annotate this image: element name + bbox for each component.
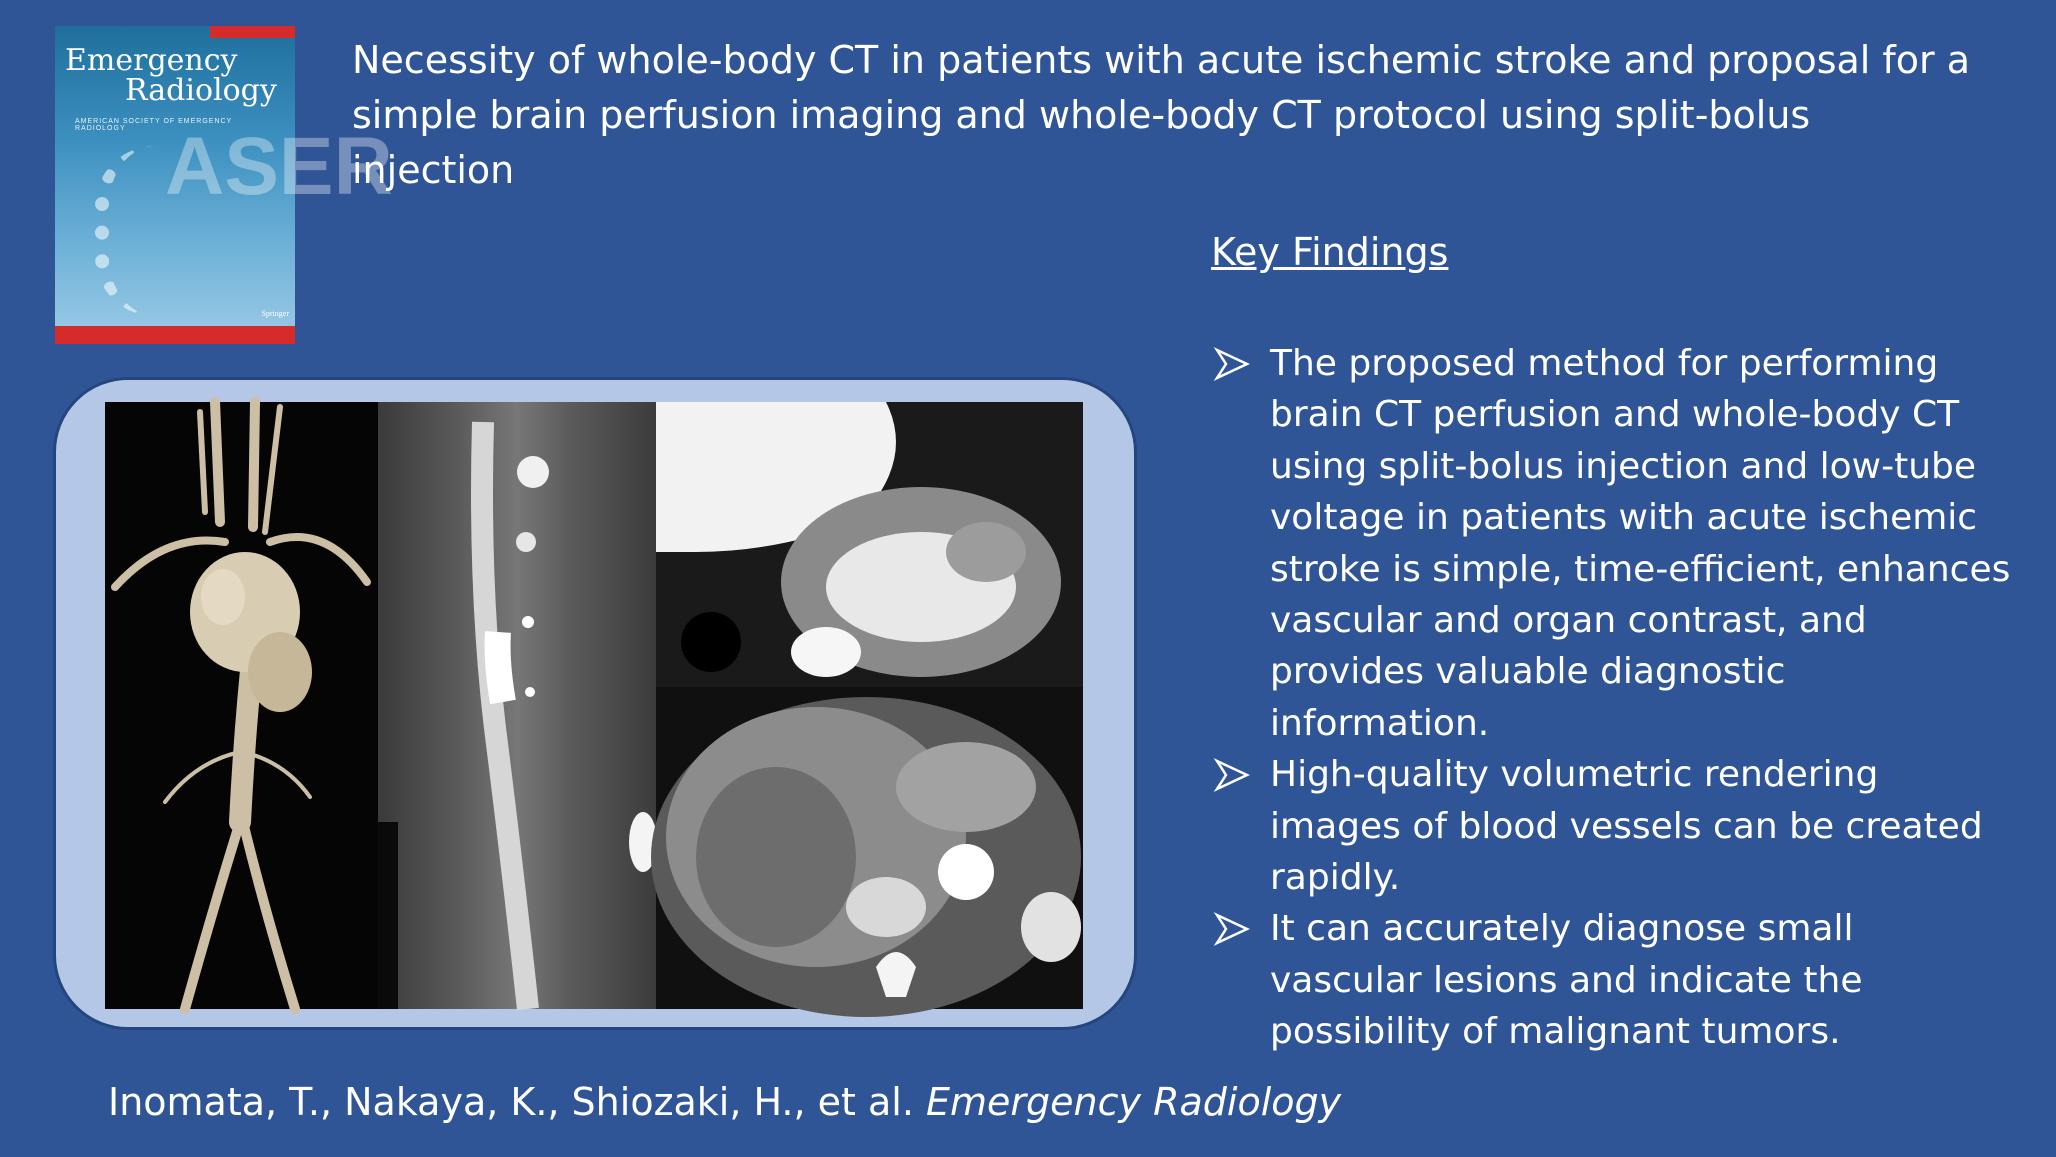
finding-text: The proposed method for performing brain CT perfusion and whole-body CT using split-bolus injection and low-tube voltage in patients with acute ischemic stroke is simple, time-efficient, enhances vascular and organ contrast, and provides valuable diagnostic information. (1270, 343, 2011, 744)
finding-item (1214, 903, 2014, 1057)
arrow-bullet-icon (1214, 757, 1250, 793)
citation-authors: Inomata, T., Nakaya, K., Shiozaki, H., et al. (108, 1080, 927, 1124)
cover-title-line1: Emergency (65, 43, 238, 78)
abdominal-ct-image (656, 687, 1083, 1009)
key-findings-list (1214, 338, 2014, 1058)
neck-ct-illustration (378, 402, 656, 1009)
citation (108, 1077, 1341, 1127)
finding-text: It can accurately diagnose small vascular lesions and indicate the possibility of malignant tumors. (1270, 908, 1863, 1053)
liver-ct-illustration (656, 687, 1083, 1009)
key-findings-heading: Key Findings (1211, 230, 1449, 274)
heart-ct-illustration (656, 402, 1083, 687)
citation-journal: Emergency Radiology (926, 1080, 1342, 1124)
cover-subtitle: AMERICAN SOCIETY OF EMERGENCY RADIOLOGY (75, 118, 233, 132)
finding-item (1214, 338, 2014, 749)
arrow-bullet-icon (1214, 346, 1250, 382)
aorta-illustration (105, 402, 378, 1009)
arrow-bullet-icon (1214, 911, 1250, 947)
cover-title-line2: Radiology (125, 73, 277, 108)
cover-title (65, 43, 290, 108)
volume-rendered-aorta-image (105, 402, 378, 1009)
finding-item (1214, 749, 2014, 903)
cover-red-bar (210, 26, 295, 38)
cover-red-footer (55, 326, 295, 344)
cover-publisher: Springer (261, 309, 289, 318)
journal-cover (55, 26, 393, 344)
cardiac-ct-image (656, 402, 1083, 687)
coronal-neck-ct-image (378, 402, 656, 1009)
paper-title: Necessity of whole-body CT in patients with acute ischemic stroke and proposal for a simple brain perfusion imaging and whole-body CT protocol using split-bolus injection (352, 38, 1971, 192)
cover-big-letters: ASER (165, 121, 393, 212)
finding-text: High-quality volumetric rendering images of blood vessels can be created rapidly. (1270, 754, 1983, 899)
